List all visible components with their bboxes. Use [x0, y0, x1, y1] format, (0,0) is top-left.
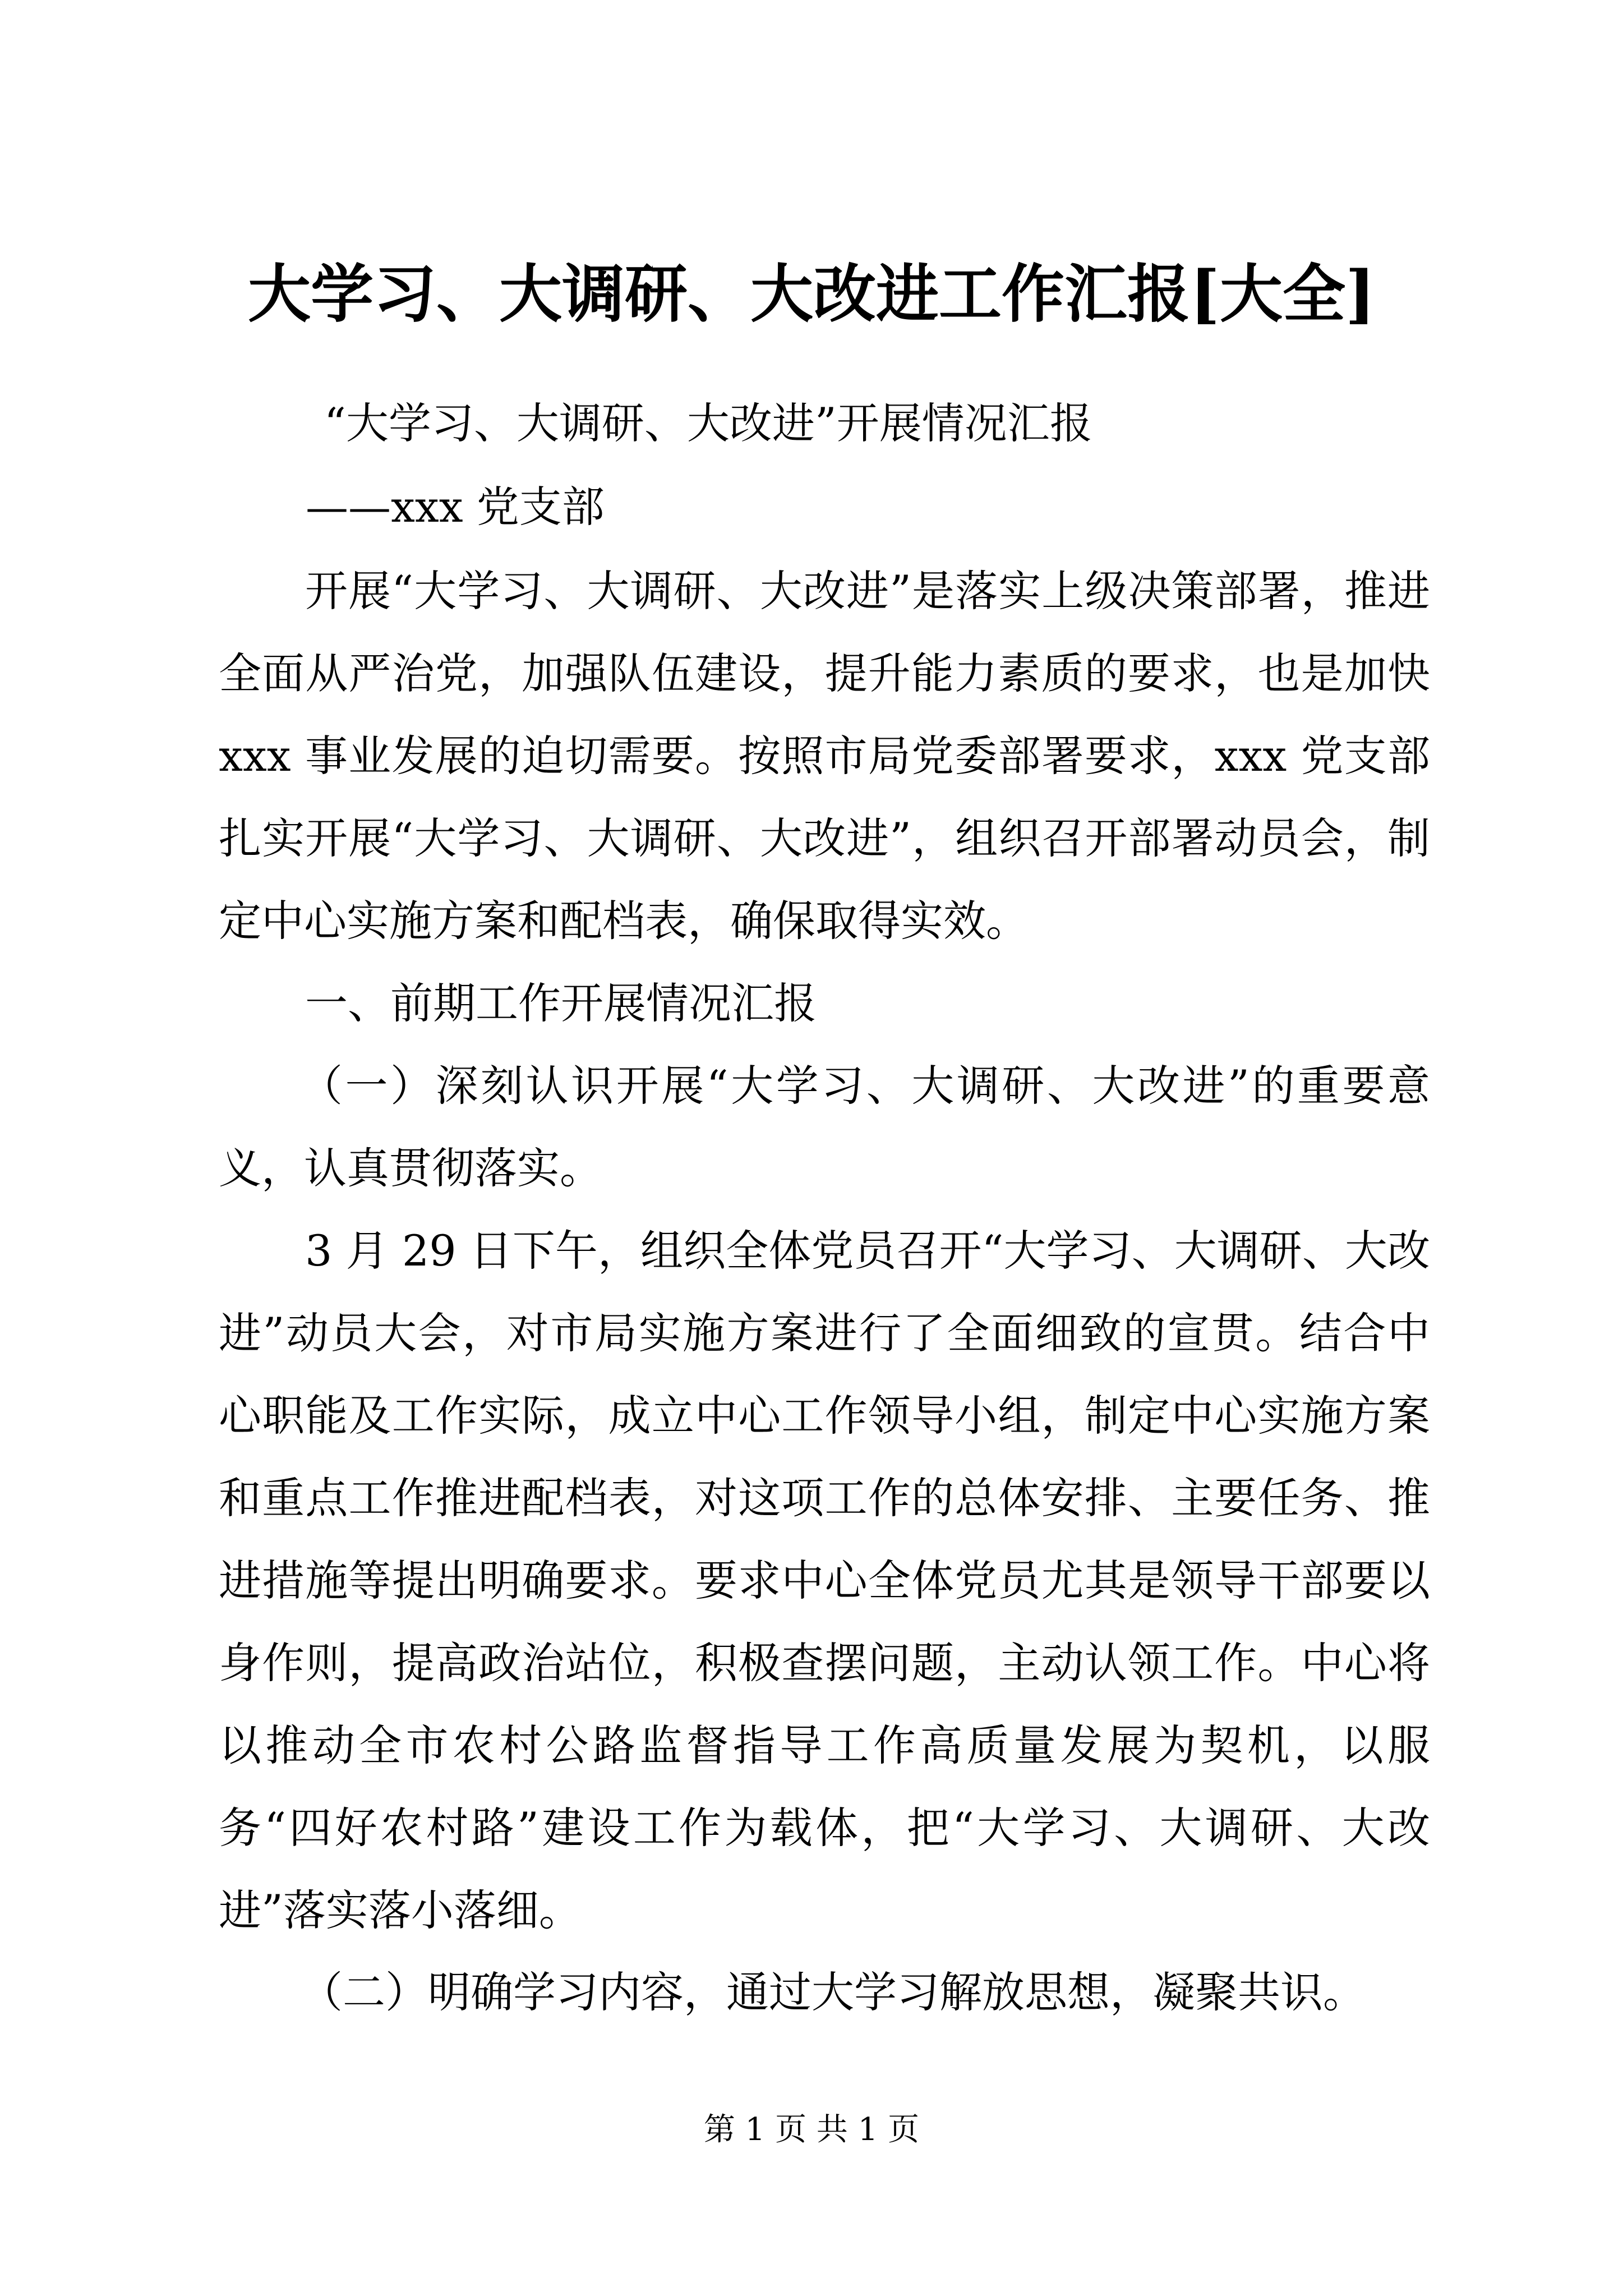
page-footer: 第 1 页 共 1 页 — [703, 2111, 920, 2148]
document-subtitle: “大学习、大调研、大改进”开展情况汇报 — [324, 398, 1092, 448]
paragraph-details: 3 月 29 日下午，组织全体党员召开“大学习、大调研、大改进”动员大会，对市局实施方案进行了全面细致的宣贯。结合中心职能及工作实际，成立中心工作领导小组，制定中心实施方案和重点工作推进配档表，对这项工作的总体安排、主要任务、推进措施等提出明确要求。要求中心全体党员尤其是领导干部要以身作则，提高政治站位，积极查摆问题，主动认领工作。中心将以推动全市农村公路监督指导工作高质量发展为契机，以服务“四好农村路”建设工作为载体，把“大学习、大调研、大改进”落实落小落细。 — [219, 1226, 1430, 1935]
paragraph-intro: 开展“大学习、大调研、大改进”是落实上级决策部署，推进全面从严治党，加强队伍建设，提升能力素质的要求，也是加快 xxx 事业发展的迫切需要。按照市局党委部署要求，xxx 党支部扎实开展“大学习、大调研、大改进”，组织召开部署动员会，制定中心实施方案和配档表，确保取得实效。 — [219, 566, 1430, 946]
subsection-heading-1: （一）深刻认识开展“大学习、大调研、大改进”的重要意义，认真贯彻落实。 — [219, 1061, 1430, 1193]
subsection-heading-2: （二）明确学习内容，通过大学习解放思想，凝聚共识。 — [300, 1967, 1366, 2017]
document-byline: ——xxx 党支部 — [306, 482, 605, 532]
document-title: 大学习、大调研、大改进工作汇报[大全] — [248, 257, 1375, 331]
section-heading-1: 一、前期工作开展情况汇报 — [305, 978, 817, 1028]
